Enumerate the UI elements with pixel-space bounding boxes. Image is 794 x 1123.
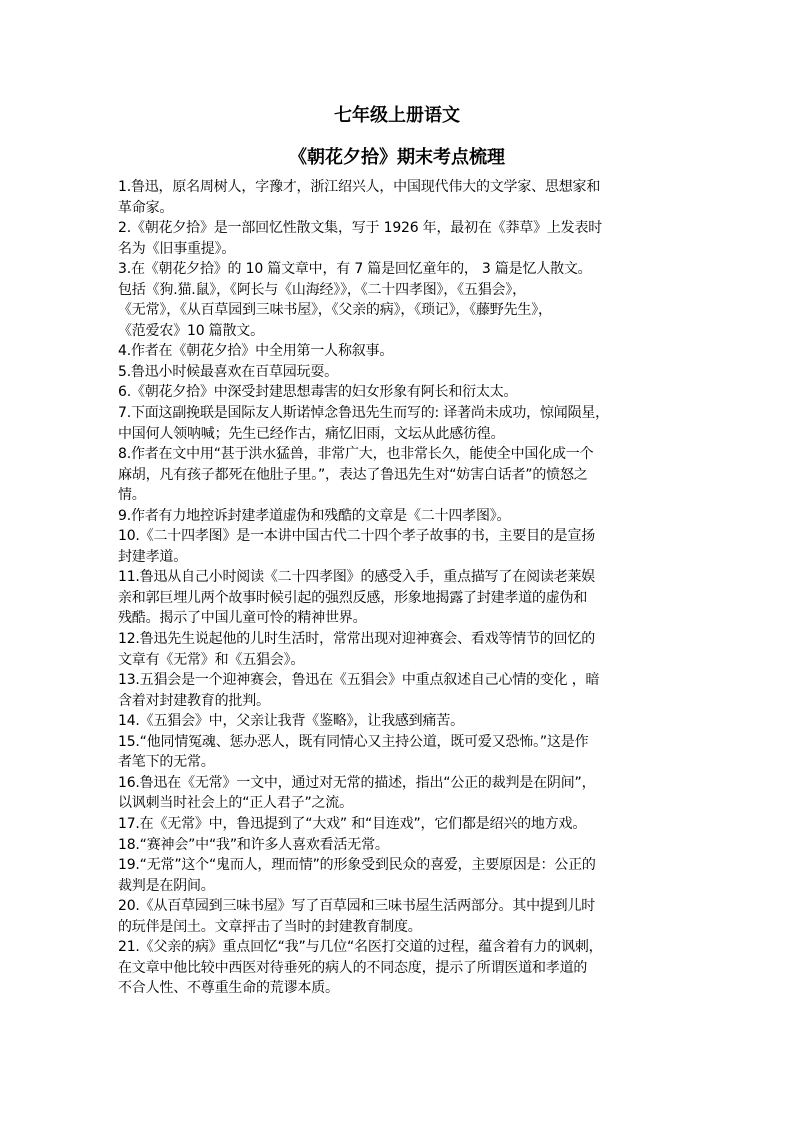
text-line: 15.“他同情冤魂、惩办恶人，既有同情心又主持公道，既可爱又恐怖。”这是作 [118, 733, 589, 750]
text-line: 《无常》，《从百草园到三味书屋》，《父亲的病》，《琐记》，《藤野先生》， [118, 302, 552, 319]
text-line: 情。 [118, 487, 146, 504]
text-line: 中国何人领呐喊；先生已经作古，痛忆旧雨，文坛从此感彷徨。 [118, 425, 505, 442]
text-line: 不合人性、不尊重生命的荒谬本质。 [118, 980, 339, 997]
text-line: 革命家。 [118, 199, 174, 216]
text-line: 21.《父亲的病》重点回忆“我”与几位“名医打交道的过程，蕴含着有力的讽刺， [118, 939, 603, 956]
text-line: 17.在《无常》中，鲁迅提到了“大戏” 和“目连戏”，它们都是绍兴的地方戏。 [118, 815, 587, 832]
text-line: 19.“无常”这个“鬼而人，理而情”的形象受到民众的喜爱，主要原因是：公正的 [118, 857, 596, 874]
text-line: 含着对封建教育的批判。 [118, 692, 270, 709]
text-line: 20.《从百草园到三味书屋》写了百草园和三味书屋生活两部分。其中提到儿时 [118, 898, 596, 915]
text-line: 8.作者在文中用“甚于洪水猛兽，非常广大，也非常长久，能使全中国化成一个 [118, 446, 594, 463]
text-line: 11.鲁迅从自己小时阅读《二十四孝图》的感受入手，重点描写了在阅读老莱娱 [118, 569, 596, 586]
document-subtitle: 《朝花夕拾》期末考点梳理 [289, 147, 505, 168]
text-line: 13.五猖会是一个迎神赛会，鲁迅在《五猖会》中重点叙述自己心情的变化 ，暗 [118, 672, 600, 689]
text-line: 者笔下的无常。 [118, 754, 215, 771]
text-line: 的玩伴是闰土。文章抨击了当时的封建教育制度。 [118, 918, 422, 935]
text-line: 裁判是在阴间。 [118, 877, 215, 894]
text-line: 在文章中他比较中西医对待垂死的病人的不同态度，提示了所谓医道和孝道的 [118, 959, 588, 976]
text-line: 16.鲁迅在《无常》一文中，通过对无常的描述，指出“公正的裁判是在阴间”， [118, 774, 596, 791]
text-line: 4.作者在《朝花夕拾》中全用第一人称叙事。 [118, 343, 394, 360]
text-line: 封建孝道。 [118, 548, 187, 565]
text-line: 文章有《无常》和《五猖会》。 [118, 651, 305, 668]
text-line: 以讽刺当时社会上的“正人君子”之流。 [118, 795, 353, 812]
text-line: 名为《旧事重提》。 [118, 240, 236, 257]
document-body [118, 177, 698, 999]
text-line: 亲和郭巨埋儿两个故事时候引起的强烈反感，形象地揭露了封建孝道的虚伪和 [118, 589, 588, 606]
text-line: 9.作者有力地控诉封建孝道虚伪和残酷的文章是《二十四孝图》。 [118, 507, 511, 524]
text-line: 18.“赛神会”中“我”和许多人喜欢看活无常。 [118, 836, 389, 853]
text-line: 5.鲁迅小时候最喜欢在百草园玩耍。 [118, 363, 338, 380]
document-title: 七年级上册语文 [334, 105, 460, 126]
text-line: 10.《二十四孝图》是一本讲中国古代二十四个孝子故事的书，主要目的是宣扬 [118, 528, 596, 545]
text-line: 14.《五猖会》中，父亲让我背《鉴略》，让我感到痛苦。 [118, 713, 464, 730]
text-line: 残酷。揭示了中国儿童可怜的精神世界。 [118, 610, 367, 627]
text-line: 2.《朝花夕拾》是一部回忆性散文集，写于 1926 年，最初在《莽草》上发表时 [118, 220, 603, 237]
text-line: 12.鲁迅先生说起他的儿时生活时，常常出现对迎神赛会、看戏等情节的回忆的 [118, 631, 596, 648]
text-line: 包括《狗.猫.鼠》，《阿长与《山海经》》，《二十四孝图》，《五猖会》， [118, 281, 526, 298]
text-line: 6.《朝花夕拾》中深受封建思想毒害的妇女形象有阿长和衍太太。 [118, 384, 518, 401]
text-line: 7.下面这副挽联是国际友人斯诺悼念鲁迅先生而写的: 译著尚未成功，惊闻陨星， [118, 405, 609, 422]
text-line: 《范爱农》10 篇散文。 [118, 322, 264, 339]
text-line: 麻胡，凡有孩子都死在他肚子里。”，表达了鲁迅先生对“妨害白话者”的愤怒之 [118, 466, 588, 483]
text-line: 1.鲁迅，原名周树人，字豫才，浙江绍兴人，中国现代伟大的文学家、思想家和 [118, 179, 601, 195]
text-line: 3.在《朝花夕拾》的 10 篇文章中，有 7 篇是回忆童年的， 3 篇是忆人散文。 [118, 261, 592, 278]
